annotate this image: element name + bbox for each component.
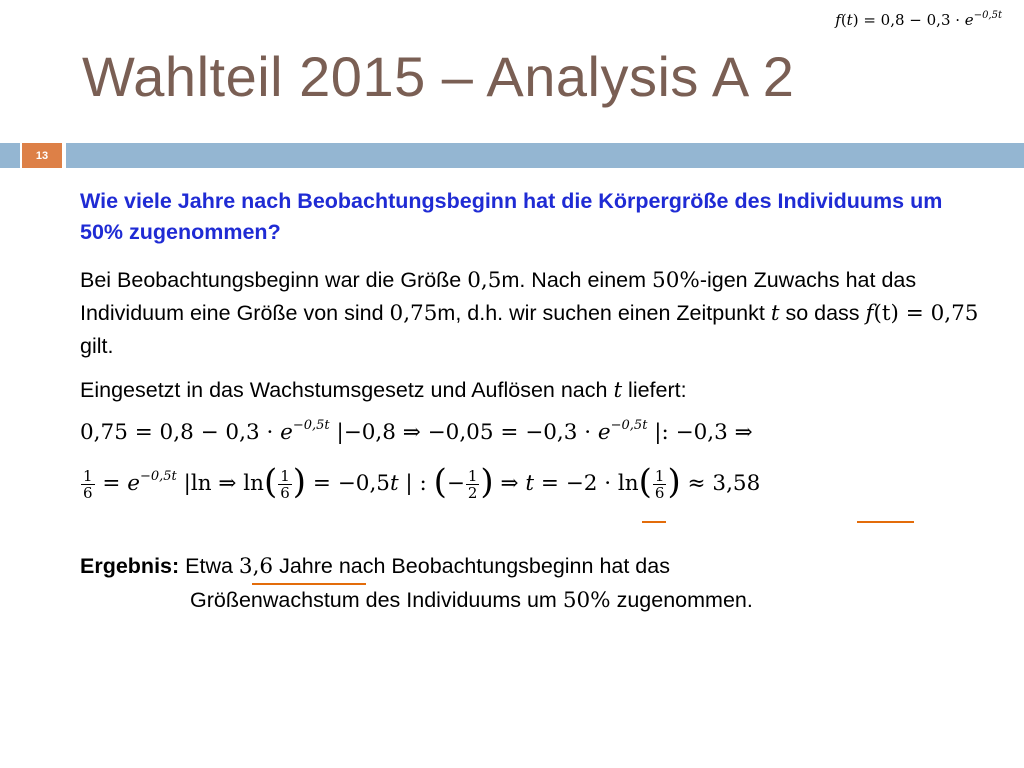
result-label: Ergebnis: [80,554,180,578]
slide-number: 13 [22,143,62,168]
equation-line-2: $\frac{1}{6}$ = $e^{-0,5t}$ |ln ⇒ ln( $\frac{1}{6}$ ) = −0,5t | : (− $\frac{1}{2}$ ) ⇒ t = −2 · ln( $\frac{1}{6}$ ) ≈ 3,58 [83,462,761,502]
equation-line-1: $0,75 = 0,8 - 0,3 \cdot e^{-0,5t}$ |−0,8 ⇒ $-0,05 = -0,3 \cdot e^{-0,5t}$ |: −0,3 ⇒ [80,418,753,445]
result-line-2: Größenwachstum des Individuums um 50% zugenommen. [190,588,753,613]
paragraph-initial-size: Bei Beobachtungsbeginn war die Größe 0,5m. Nach einem 50%-igen Zuwachs hat das Individuum eine Größe von sind 0,75m, d.h. wir suchen einen Zeitpunkt t so dass f(t) = 0,75 gilt. [80,268,979,358]
accent-bar-left [0,143,20,168]
fraction-one-sixth: $\frac{1}{6}$ [83,466,93,502]
result-line-1: Ergebnis: Etwa 3,6 Jahre nach Beobachtungsbeginn hat das [80,554,670,579]
underline-result-value [857,521,914,523]
fraction-one-sixth: $\frac{1}{6}$ [280,466,290,502]
question-text: Wie viele Jahre nach Beobachtungsbeginn hat die Körpergröße des Individuums um 50% zugenommen? [80,189,943,244]
fraction-one-half: $\frac{1}{2}$ [467,466,478,502]
underline-t [642,521,666,523]
header-formula: $f(t) = 0,8 - 0,3 \cdot e^{-0,5t}$ [835,10,1002,29]
fraction-one-sixth: $\frac{1}{6}$ [654,466,665,502]
page-title: Wahlteil 2015 – Analysis A 2 [82,45,795,108]
accent-bar-right [66,143,1024,168]
paragraph-substitution: Eingesetzt in das Wachstumsgesetz und Auflösen nach t liefert: [80,378,687,403]
